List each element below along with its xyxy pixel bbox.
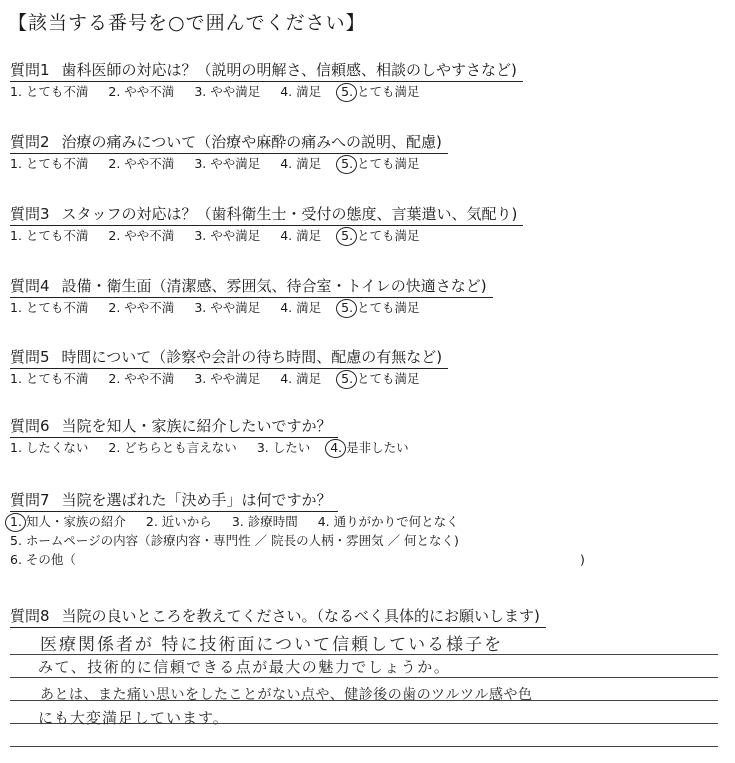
option-5[interactable] (341, 155, 419, 173)
option-4[interactable] (280, 83, 321, 101)
option-row-3[interactable] (10, 551, 725, 569)
question-4 (10, 276, 725, 317)
option-6[interactable]: 6. その他（ (10, 552, 76, 567)
option-label: 4. 満足 (280, 228, 322, 243)
option-label: 2. どちらとも言えない (108, 440, 237, 455)
question-text: 治療の痛みについて（治療や麻酔の痛みへの説明、配慮) (61, 133, 442, 151)
question-number: 質問7 (10, 491, 50, 509)
question-1 (10, 60, 725, 101)
selection-circle (336, 299, 357, 318)
option-4[interactable] (330, 439, 408, 457)
option-label: 3. やや満足 (194, 156, 261, 171)
option-label: 4. 満足 (280, 156, 322, 171)
question-2 (10, 132, 725, 173)
option-label: 5. とても満足 (341, 84, 420, 99)
selection-circle (5, 513, 26, 532)
option-3[interactable] (194, 299, 260, 317)
option-4[interactable] (280, 155, 321, 173)
option-2[interactable] (108, 439, 236, 457)
question-title (10, 490, 338, 512)
option-label: 2. やや不満 (108, 300, 175, 315)
option-label: 2. やや不満 (108, 228, 175, 243)
handwritten-answer-line-3: あとは、また痛い思いをしたことがない点や、健診後の歯のツルツル感や色 (40, 687, 533, 703)
question-number: 質問1 (10, 61, 50, 79)
option-5[interactable] (341, 227, 419, 245)
option-1[interactable] (10, 299, 88, 317)
option-2[interactable] (108, 227, 174, 245)
option-label: 3. やや満足 (194, 84, 261, 99)
option-4[interactable] (280, 370, 321, 388)
option-3[interactable]: 3. 診療時間 (231, 514, 298, 529)
option-label: 5. とても満足 (341, 156, 420, 171)
question-number: 質問8 (10, 607, 50, 625)
question-text: 当院を選ばれた「決め手」は何ですか？ (61, 491, 332, 509)
option-label: 5. とても満足 (341, 371, 420, 386)
option-3[interactable] (194, 227, 260, 245)
question-title (10, 606, 546, 628)
question-7 (10, 490, 725, 569)
option-4[interactable]: 4. 通りがかりで何となく (317, 514, 459, 529)
question-title (10, 416, 338, 438)
option-label: 5. とても満足 (341, 228, 420, 243)
option-label: 4. 満足 (280, 300, 322, 315)
question-number: 質問3 (10, 205, 50, 223)
question-5 (10, 347, 725, 388)
option-row (10, 227, 725, 245)
option-2[interactable] (108, 370, 174, 388)
question-3 (10, 204, 725, 245)
option-3[interactable] (194, 370, 260, 388)
option-label: 5. とても満足 (341, 300, 420, 315)
option-1[interactable] (10, 155, 88, 173)
option-label: 3. やや満足 (194, 228, 261, 243)
question-text: 当院を知人・家族に紹介したいですか？ (61, 417, 332, 435)
option-label: 4. 是非したい (330, 440, 409, 455)
option-row (10, 155, 725, 173)
option-2[interactable] (108, 155, 174, 173)
option-row (10, 83, 725, 101)
option-2[interactable] (108, 83, 174, 101)
question-title (10, 347, 448, 369)
handwritten-answer-line-4: にも大変満足しています。 (38, 709, 229, 727)
question-6 (10, 416, 725, 457)
option-row-1 (10, 513, 725, 531)
question-title (10, 60, 523, 82)
option-3[interactable] (194, 155, 260, 173)
selection-circle (336, 227, 357, 246)
page-header: 【該当する番号を○で囲んでください】 (8, 12, 366, 34)
option-5[interactable] (341, 83, 419, 101)
option-label: 1. とても不満 (10, 84, 89, 99)
option-row-2[interactable] (10, 532, 725, 550)
option-label: 4. 満足 (280, 371, 322, 386)
question-text: 時間について（診察や会計の待ち時間、配慮の有無など) (61, 348, 443, 366)
option-1[interactable] (10, 439, 88, 457)
selection-circle (336, 370, 357, 389)
option-6-close: ) (580, 552, 585, 567)
option-row (10, 299, 725, 317)
option-5[interactable] (341, 370, 419, 388)
option-row (10, 370, 725, 388)
option-1[interactable] (10, 83, 88, 101)
question-text: 当院の良いところを教えてください。（なるべく具体的にお願いします) (61, 607, 540, 625)
option-label: 1. したくない (10, 440, 89, 455)
option-label: 2. やや不満 (108, 84, 175, 99)
option-1[interactable]: 1. 知人・家族の紹介 (10, 513, 126, 531)
option-5[interactable]: 5. ホームページの内容（診療内容・専門性 ／ 院長の人柄・雰囲気 ／ 何となく) (10, 533, 459, 548)
option-label: 1. とても不満 (10, 156, 89, 171)
question-title (10, 204, 523, 226)
option-row (10, 439, 725, 457)
option-3[interactable] (194, 83, 260, 101)
option-label: 4. 満足 (280, 84, 322, 99)
option-5[interactable] (341, 299, 419, 317)
handwritten-answer-line-1: 医療関係者が 特に技術面について信頼している様子を (40, 635, 504, 655)
question-title (10, 132, 448, 154)
option-2[interactable] (108, 299, 174, 317)
option-2[interactable]: 2. 近いから (145, 514, 212, 529)
option-4[interactable] (280, 299, 321, 317)
selection-circle (336, 83, 357, 102)
option-label: 3. したい (256, 440, 311, 455)
option-label: 1. とても不満 (10, 371, 89, 386)
option-label: 2. やや不満 (108, 156, 175, 171)
question-title (10, 276, 493, 298)
option-1[interactable] (10, 227, 88, 245)
handwritten-answer-line-2: みて、技術的に信頼できる点が最大の魅力でしょうか。 (38, 658, 451, 676)
question-text: 歯科医師の対応は？（説明の明解さ、信頼感、相談のしやすさなど) (61, 61, 517, 79)
question-number: 質問2 (10, 133, 50, 151)
option-4[interactable] (280, 227, 321, 245)
question-number: 質問6 (10, 417, 50, 435)
question-text: 設備・衛生面（清潔感、雰囲気、待合室・トイレの快適さなど) (61, 277, 487, 295)
option-label: 3. やや満足 (194, 300, 261, 315)
selection-circle (336, 155, 357, 174)
question-number: 質問4 (10, 277, 50, 295)
question-text: スタッフの対応は？（歯科衛生士・受付の態度、言葉遣い、気配り) (61, 205, 518, 223)
option-3[interactable] (257, 439, 310, 457)
question-number: 質問5 (10, 348, 50, 366)
option-label: 2. やや不満 (108, 371, 175, 386)
option-label: 1. とても不満 (10, 300, 89, 315)
option-label: 3. やや満足 (194, 371, 261, 386)
option-1[interactable] (10, 370, 88, 388)
selection-circle (325, 439, 346, 458)
option-label: 1. とても不満 (10, 228, 89, 243)
question-8 (10, 606, 725, 628)
